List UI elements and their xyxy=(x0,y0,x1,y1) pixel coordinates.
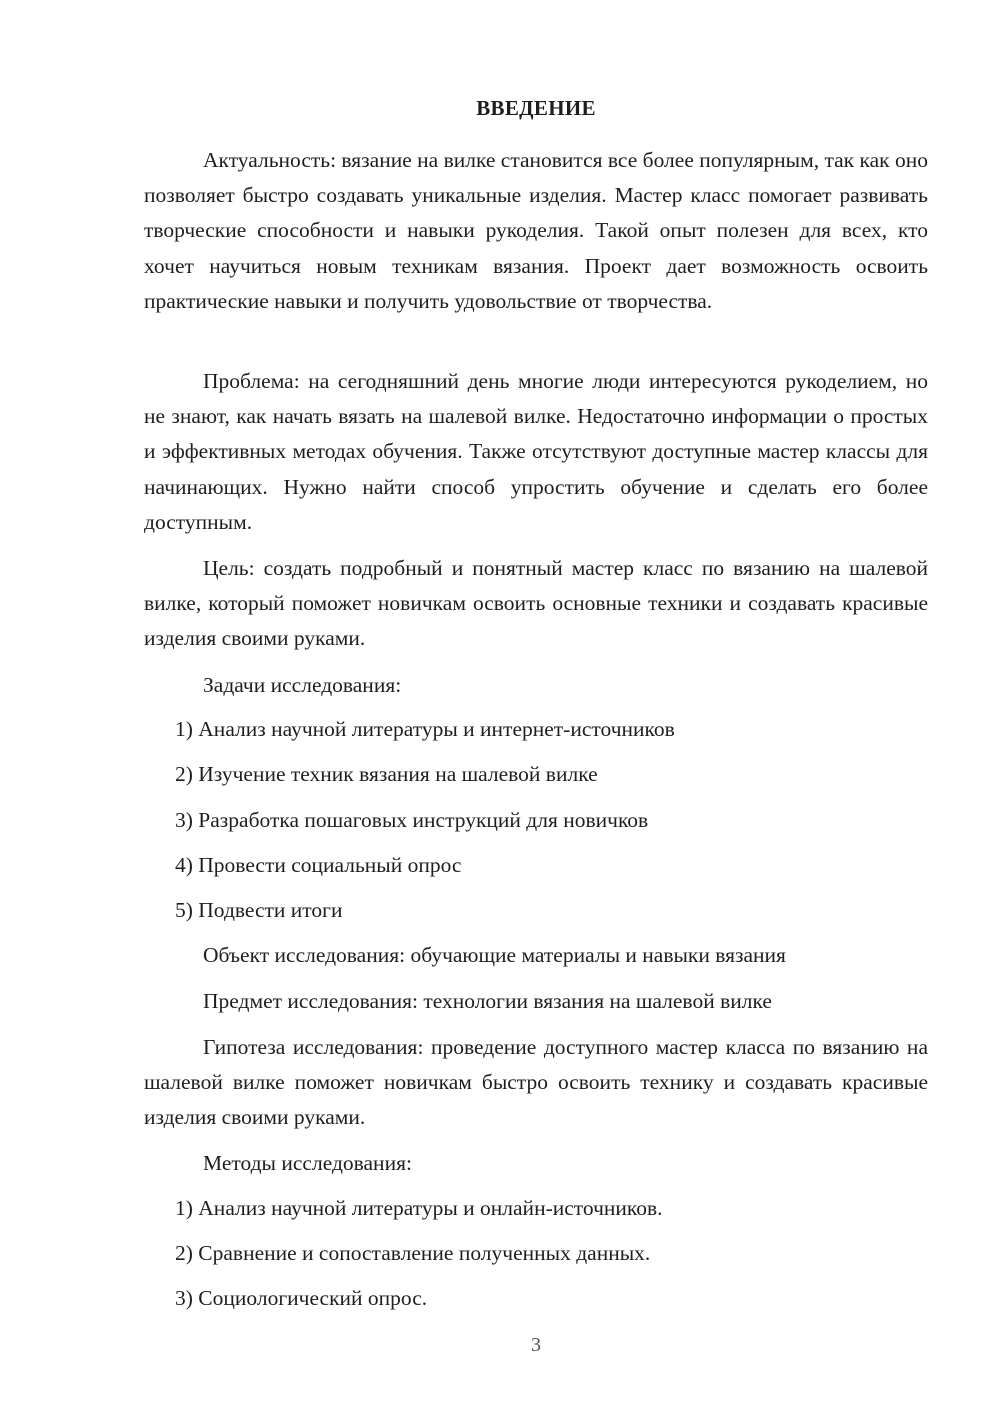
section-heading: ВВЕДЕНИЕ xyxy=(476,96,596,120)
method-item-3: 3) Социологический опрос. xyxy=(175,1286,428,1310)
hypothesis-paragraph: Гипотеза исследования: проведение доступного мастер класса по вязанию на шалевой вилке поможет новичкам быстро освоить технику и создавать красивые изделия своими руками. xyxy=(144,1035,928,1130)
task-item-1: 1) Анализ научной литературы и интернет-источников xyxy=(175,717,675,741)
research-object: Объект исследования: обучающие материалы и навыки вязания xyxy=(203,943,786,967)
tasks-title: Задачи исследования: xyxy=(203,673,402,697)
problem-paragraph: Проблема: на сегодняшний день многие люди интересуются рукоделием, но не знают, как начать вязать на шалевой вилке. Недостаточно информации о простых и эффективных методах обучения. Также отсутствуют доступные мастер классы для начинающих. Нужно найти способ упростить обучение и сделать его более доступным. xyxy=(144,369,928,534)
method-item-1: 1) Анализ научной литературы и онлайн-источников. xyxy=(175,1196,663,1220)
relevance-paragraph: Актуальность: вязание на вилке становится все более популярным, так как оно позволяет быстро создавать уникальные изделия. Мастер класс помогает развивать творческие способности и навыки рукоделия. Такой опыт полезен для всех, кто хочет научиться новым техникам вязания. Проект дает возможность освоить практические навыки и получить удовольствие от творчества. xyxy=(144,148,928,313)
page-number: 3 xyxy=(531,1334,541,1356)
task-item-2: 2) Изучение техник вязания на шалевой вилке xyxy=(175,762,598,786)
goal-paragraph: Цель: создать подробный и понятный мастер класс по вязанию на шалевой вилке, который поможет новичкам освоить основные техники и создавать красивые изделия своими руками. xyxy=(144,556,928,651)
research-subject: Предмет исследования: технологии вязания на шалевой вилке xyxy=(203,989,772,1013)
task-item-5: 5) Подвести итоги xyxy=(175,898,343,922)
task-item-3: 3) Разработка пошаговых инструкций для новичков xyxy=(175,808,649,832)
method-item-2: 2) Сравнение и сопоставление полученных данных. xyxy=(175,1241,651,1265)
methods-title: Методы исследования: xyxy=(203,1151,412,1175)
task-item-4: 4) Провести социальный опрос xyxy=(175,853,462,877)
